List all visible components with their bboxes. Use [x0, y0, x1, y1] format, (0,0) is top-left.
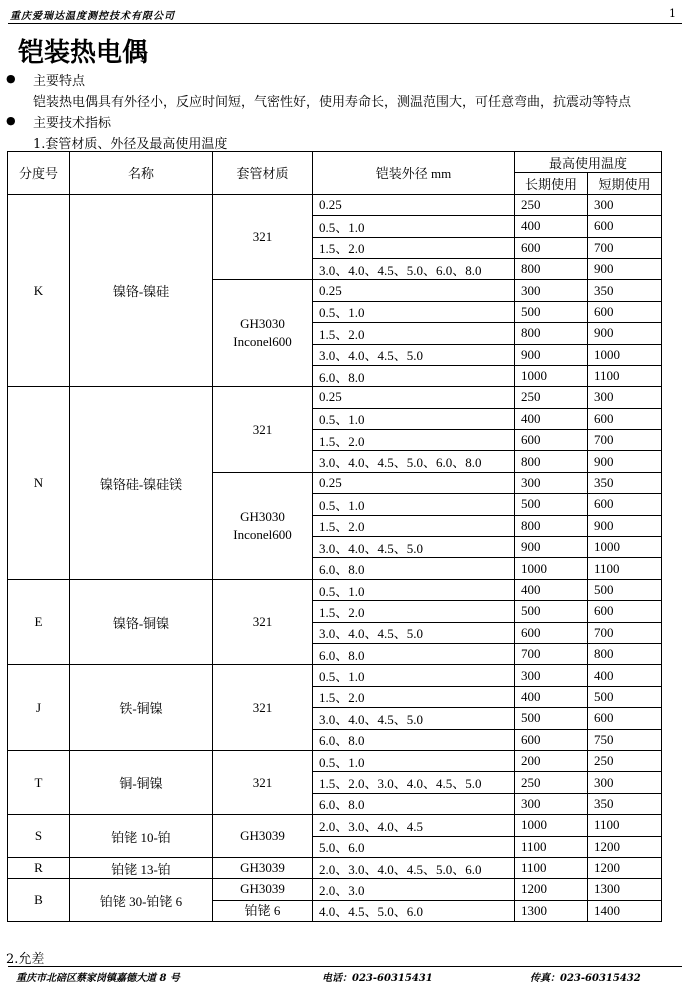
- long-term-cell: 400: [515, 408, 588, 429]
- grade-cell: E: [8, 579, 70, 665]
- short-term-cell: 800: [588, 643, 662, 664]
- long-term-cell: 200: [515, 750, 588, 771]
- short-term-cell: 900: [588, 451, 662, 472]
- diameter-cell: 2.0、3.0: [313, 879, 515, 900]
- grade-cell: T: [8, 750, 70, 814]
- material-cell: [213, 665, 313, 751]
- material-cell: [213, 194, 313, 280]
- diameter-cell: 0.5、1.0: [313, 408, 515, 429]
- long-term-cell: 500: [515, 708, 588, 729]
- grade-cell: K: [8, 194, 70, 387]
- material-cell: [213, 280, 313, 387]
- long-term-cell: 500: [515, 601, 588, 622]
- name-cell: 镍铬-铜镍: [70, 579, 213, 665]
- material-cell: [213, 750, 313, 814]
- short-term-cell: 600: [588, 494, 662, 515]
- long-term-cell: 400: [515, 216, 588, 237]
- diameter-cell: 2.0、3.0、4.0、4.5: [313, 815, 515, 836]
- material-line: 321: [252, 421, 273, 437]
- material-cell: [213, 857, 313, 878]
- long-term-cell: 1300: [515, 900, 588, 921]
- tolerance-heading: 2.允差: [6, 952, 45, 967]
- header-long-term: 长期使用: [515, 173, 588, 194]
- diameter-cell: 0.25: [313, 472, 515, 493]
- material-cell: [213, 815, 313, 858]
- material-line: 321: [252, 614, 273, 630]
- header-material: 套管材质: [213, 152, 313, 195]
- material-line: 321: [252, 774, 273, 790]
- material-line: 铂铑 6: [244, 902, 281, 918]
- diameter-cell: 0.5、1.0: [313, 665, 515, 686]
- name-cell: 铂铑 13-铂: [70, 857, 213, 878]
- short-term-cell: 600: [588, 601, 662, 622]
- long-term-cell: 800: [515, 323, 588, 344]
- diameter-cell: 5.0、6.0: [313, 836, 515, 857]
- diameter-cell: 1.5、2.0: [313, 515, 515, 536]
- bullet-icon: ●: [6, 72, 16, 85]
- diameter-cell: 1.5、2.0、3.0、4.0、4.5、5.0: [313, 772, 515, 793]
- material-line: Inconel600: [233, 334, 292, 350]
- material-line: Inconel600: [233, 526, 292, 542]
- name-cell: 铂铑 10-铂: [70, 815, 213, 858]
- diameter-cell: 6.0、8.0: [313, 643, 515, 664]
- diameter-cell: 0.25: [313, 194, 515, 215]
- short-term-cell: 1100: [588, 558, 662, 579]
- header-company: 重庆爱瑞达温度测控技术有限公司: [10, 11, 175, 22]
- diameter-cell: 4.0、4.5、5.0、6.0: [313, 900, 515, 921]
- short-term-cell: 300: [588, 387, 662, 408]
- material-line: GH3030: [240, 508, 285, 524]
- short-term-cell: 1200: [588, 836, 662, 857]
- material-cell: [213, 387, 313, 473]
- short-term-cell: 300: [588, 772, 662, 793]
- long-term-cell: 700: [515, 643, 588, 664]
- short-term-cell: 1000: [588, 344, 662, 365]
- long-term-cell: 900: [515, 344, 588, 365]
- header-grade: 分度号: [8, 152, 70, 195]
- diameter-cell: 3.0、4.0、4.5、5.0: [313, 344, 515, 365]
- diameter-cell: 0.5、1.0: [313, 216, 515, 237]
- short-term-cell: 900: [588, 323, 662, 344]
- features-text: 铠装热电偶具有外径小，反应时间短，气密性好，使用寿命长，测温范围大，可任意弯曲，抗震动等特点: [33, 95, 632, 110]
- name-cell: 铂铑 30-铂铑 6: [70, 879, 213, 922]
- long-term-cell: 400: [515, 579, 588, 600]
- header-max-temp: 最高使用温度: [515, 152, 662, 173]
- diameter-cell: 1.5、2.0: [313, 601, 515, 622]
- diameter-cell: 3.0、4.0、4.5、5.0、6.0、8.0: [313, 451, 515, 472]
- short-term-cell: 1000: [588, 537, 662, 558]
- diameter-cell: 3.0、4.0、4.5、5.0、6.0、8.0: [313, 258, 515, 279]
- grade-cell: J: [8, 665, 70, 751]
- long-term-cell: 600: [515, 622, 588, 643]
- diameter-cell: 0.5、1.0: [313, 301, 515, 322]
- diameter-cell: 2.0、3.0、4.0、4.5、5.0、6.0: [313, 857, 515, 878]
- diameter-cell: 0.5、1.0: [313, 494, 515, 515]
- header-name: 名称: [70, 152, 213, 195]
- short-term-cell: 600: [588, 301, 662, 322]
- footer-address: 重庆市北碚区蔡家岗镇嘉德大道 8 号: [16, 973, 180, 984]
- header-diameter: 铠装外径 mm: [313, 152, 515, 195]
- long-term-cell: 250: [515, 194, 588, 215]
- table-row: [8, 857, 662, 878]
- material-cell: [213, 879, 313, 900]
- diameter-cell: 1.5、2.0: [313, 323, 515, 344]
- long-term-cell: 1000: [515, 558, 588, 579]
- short-term-cell: 350: [588, 280, 662, 301]
- short-term-cell: 700: [588, 237, 662, 258]
- short-term-cell: 900: [588, 258, 662, 279]
- grade-cell: N: [8, 387, 70, 580]
- short-term-cell: 750: [588, 729, 662, 750]
- short-term-cell: 700: [588, 430, 662, 451]
- table-row: [8, 665, 662, 686]
- footer-phone: 电话：023-60315431: [322, 973, 433, 984]
- specs-heading: 主要技术指标: [33, 116, 112, 131]
- short-term-cell: 1100: [588, 365, 662, 386]
- long-term-cell: 900: [515, 537, 588, 558]
- short-term-cell: 1100: [588, 815, 662, 836]
- long-term-cell: 1000: [515, 365, 588, 386]
- long-term-cell: 500: [515, 494, 588, 515]
- footer-fax: 传真：023-60315432: [530, 973, 641, 984]
- material-line: 321: [252, 229, 273, 245]
- name-cell: 铜-铜镍: [70, 750, 213, 814]
- diameter-cell: 3.0、4.0、4.5、5.0: [313, 708, 515, 729]
- short-term-cell: 500: [588, 686, 662, 707]
- short-term-cell: 1300: [588, 879, 662, 900]
- diameter-cell: 1.5、2.0: [313, 686, 515, 707]
- long-term-cell: 400: [515, 686, 588, 707]
- long-term-cell: 1000: [515, 815, 588, 836]
- diameter-cell: 6.0、8.0: [313, 558, 515, 579]
- short-term-cell: 1400: [588, 900, 662, 921]
- diameter-cell: 1.5、2.0: [313, 430, 515, 451]
- bullet-icon: ●: [6, 114, 16, 127]
- diameter-cell: 3.0、4.0、4.5、5.0: [313, 537, 515, 558]
- long-term-cell: 1100: [515, 857, 588, 878]
- diameter-cell: 1.5、2.0: [313, 237, 515, 258]
- table-row: [8, 579, 662, 600]
- short-term-cell: 600: [588, 708, 662, 729]
- long-term-cell: 300: [515, 472, 588, 493]
- short-term-cell: 600: [588, 216, 662, 237]
- short-term-cell: 350: [588, 472, 662, 493]
- features-heading: 主要特点: [33, 74, 86, 89]
- table-row: [8, 815, 662, 836]
- name-cell: 镍铬-镍硅: [70, 194, 213, 387]
- spec-table: [7, 151, 662, 922]
- short-term-cell: 300: [588, 194, 662, 215]
- material-line: GH3039: [240, 860, 285, 876]
- header-divider: [8, 23, 682, 24]
- grade-cell: B: [8, 879, 70, 922]
- grade-cell: R: [8, 857, 70, 878]
- long-term-cell: 1200: [515, 879, 588, 900]
- short-term-cell: 1200: [588, 857, 662, 878]
- page-number: 1: [669, 7, 676, 20]
- table-row: [8, 750, 662, 771]
- material-line: GH3039: [240, 881, 285, 897]
- material-line: GH3030: [240, 316, 285, 332]
- diameter-cell: 6.0、8.0: [313, 793, 515, 814]
- diameter-cell: 0.25: [313, 387, 515, 408]
- long-term-cell: 300: [515, 280, 588, 301]
- name-cell: 铁-铜镍: [70, 665, 213, 751]
- short-term-cell: 700: [588, 622, 662, 643]
- long-term-cell: 600: [515, 430, 588, 451]
- long-term-cell: 1100: [515, 836, 588, 857]
- long-term-cell: 500: [515, 301, 588, 322]
- material-cell: [213, 472, 313, 579]
- diameter-cell: 3.0、4.0、4.5、5.0: [313, 622, 515, 643]
- long-term-cell: 600: [515, 237, 588, 258]
- material-line: GH3039: [240, 828, 285, 843]
- name-cell: 镍铬硅-镍硅镁: [70, 387, 213, 580]
- grade-cell: S: [8, 815, 70, 858]
- short-term-cell: 400: [588, 665, 662, 686]
- table-row: [8, 194, 662, 215]
- material-cell: [213, 900, 313, 921]
- short-term-cell: 600: [588, 408, 662, 429]
- table-caption: 1.套管材质、外径及最高使用温度: [33, 137, 228, 152]
- short-term-cell: 900: [588, 515, 662, 536]
- material-cell: [213, 579, 313, 665]
- diameter-cell: 6.0、8.0: [313, 365, 515, 386]
- page-title: 铠装热电偶: [18, 38, 149, 68]
- table-row: [8, 387, 662, 408]
- table-row: [8, 879, 662, 900]
- footer-divider: [8, 966, 682, 967]
- long-term-cell: 300: [515, 793, 588, 814]
- diameter-cell: 6.0、8.0: [313, 729, 515, 750]
- diameter-cell: 0.5、1.0: [313, 579, 515, 600]
- diameter-cell: 0.5、1.0: [313, 750, 515, 771]
- short-term-cell: 250: [588, 750, 662, 771]
- long-term-cell: 800: [515, 515, 588, 536]
- material-line: 321: [252, 699, 273, 715]
- header-short-term: 短期使用: [588, 173, 662, 194]
- long-term-cell: 800: [515, 451, 588, 472]
- long-term-cell: 800: [515, 258, 588, 279]
- short-term-cell: 500: [588, 579, 662, 600]
- long-term-cell: 300: [515, 665, 588, 686]
- diameter-cell: 0.25: [313, 280, 515, 301]
- long-term-cell: 250: [515, 772, 588, 793]
- short-term-cell: 350: [588, 793, 662, 814]
- long-term-cell: 600: [515, 729, 588, 750]
- long-term-cell: 250: [515, 387, 588, 408]
